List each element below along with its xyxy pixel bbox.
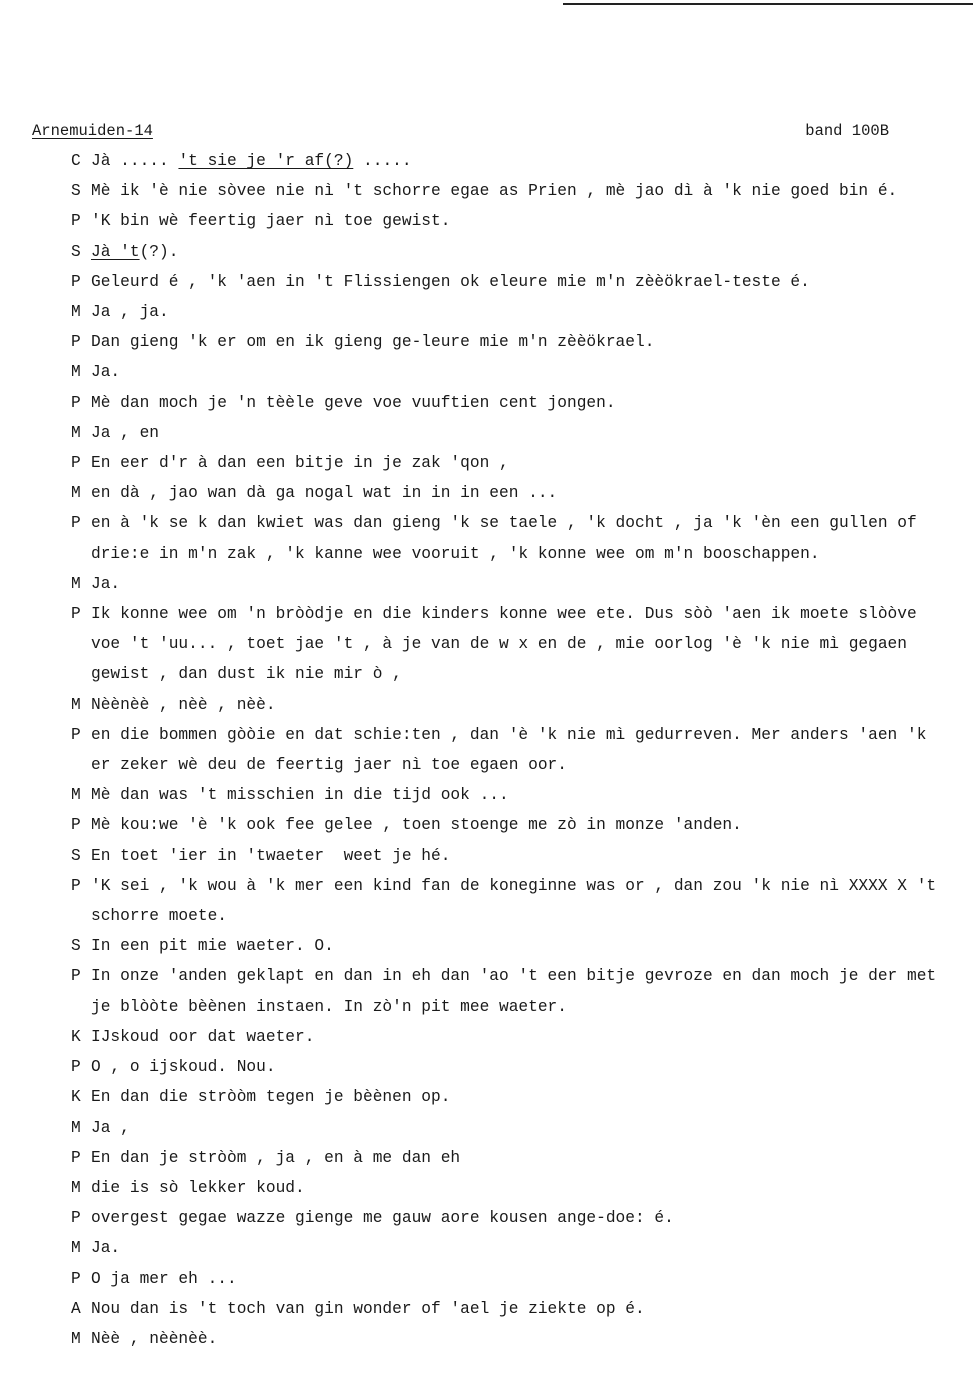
transcript-turn (71, 267, 951, 297)
transcript-turn (71, 1294, 951, 1324)
transcript-turn (71, 1324, 951, 1354)
transcript-turn (71, 961, 951, 1021)
speaker-label: S (71, 846, 81, 865)
utterance (91, 871, 951, 931)
transcript-turn (71, 357, 951, 387)
utterance-segment: 'K bin wè feertig jaer nì toe gewist. (91, 212, 451, 231)
transcript-turn (71, 1173, 951, 1203)
transcript-turn (71, 327, 951, 357)
utterance (91, 508, 951, 568)
document-id: Arnemuiden-14 (32, 122, 153, 140)
speaker-label: M (71, 423, 81, 442)
transcript-turn (71, 1233, 951, 1263)
utterance-segment: en dà , jao wan dà ga nogal wat in in in een ... (91, 484, 558, 503)
utterance (91, 961, 951, 1021)
utterance-segment: In een pit mie waeter. O. (91, 937, 334, 956)
transcript-turn (71, 237, 951, 267)
speaker-label: M (71, 1239, 81, 1258)
speaker-label: P (71, 1209, 81, 1228)
utterance-segment: En toet 'ier in 'twaeter weet je hé. (91, 846, 451, 865)
transcript-turn (71, 1264, 951, 1294)
utterance-segment: IJskoud oor dat waeter. (91, 1027, 315, 1046)
utterance-segment: en die bommen gòòie en dat schie:ten , dan 'è 'k nie mì gedurreven. Mer anders 'aen 'k er zeker wè deu de feertig jaer nì toe egaen oor. (91, 725, 937, 775)
utterance-segment: Ja. (91, 363, 121, 382)
speaker-label: P (71, 1269, 81, 1288)
transcript-turn (71, 1203, 951, 1233)
speaker-label: A (71, 1299, 81, 1318)
transcript-turn (71, 599, 951, 690)
utterance (91, 569, 951, 599)
utterance-segment: Mè kou:we 'è 'k ook fee gelee , toen stoenge me zò in monze 'anden. (91, 816, 742, 835)
utterance (91, 297, 951, 327)
speaker-label: M (71, 1118, 81, 1137)
speaker-label: K (71, 1027, 81, 1046)
transcript-turn (71, 1052, 951, 1082)
utterance-segment: en à 'k se k dan kwiet was dan gieng 'k se taele , 'k docht , ja 'k 'èn een gullen of drie:e in m'n zak , 'k kanne wee vooruit , 'k konne wee om m'n booschappen. (91, 514, 927, 563)
transcript-turn (71, 871, 951, 931)
utterance-segment: Ja. (91, 1239, 121, 1258)
underlined-segment: 't sie je 'r af(?) (178, 152, 354, 170)
utterance (91, 1113, 951, 1143)
utterance-segment: die is sò lekker koud. (91, 1178, 305, 1197)
band-label: band 100B (805, 122, 889, 140)
transcript-turn (71, 690, 951, 720)
speaker-label: P (71, 967, 81, 986)
transcript-turn (71, 569, 951, 599)
utterance-segment: En dan die stròòm tegen je bèènen op. (91, 1088, 451, 1107)
transcript-turn (71, 780, 951, 810)
utterance (91, 841, 951, 871)
utterance (91, 388, 951, 418)
utterance (91, 1264, 951, 1294)
page-header (32, 122, 889, 140)
utterance (91, 1173, 951, 1203)
utterance (91, 418, 951, 448)
transcript-turn (71, 1113, 951, 1143)
transcript-turn (71, 418, 951, 448)
transcript-turn (71, 1143, 951, 1173)
speaker-label: S (71, 937, 81, 956)
utterance (91, 1233, 951, 1263)
utterance-segment: Ik konne wee om 'n bròòdje en die kinders konne wee ete. Dus sòò 'aen ik moete slòòve voe 't 'uu... , toet jae 't , à je van de w x en de , mie oorlog 'è 'k nie mì gegaen gewist , dan dust ik nie mir ò , (91, 605, 927, 684)
utterance (91, 810, 951, 840)
utterance-segment: 'K sei , 'k wou à 'k mer een kind fan de koneginne was or , dan zou 'k nie nì XXXX X 't schorre moete. (91, 876, 946, 926)
utterance-segment: ..... (353, 152, 412, 170)
transcript-turn (71, 931, 951, 961)
speaker-label: M (71, 484, 81, 503)
speaker-label: P (71, 605, 81, 624)
speaker-label: P (71, 816, 81, 835)
speaker-label: M (71, 363, 81, 382)
speaker-label: M (71, 1178, 81, 1197)
utterance-segment: Mè dan was 't misschien in die tijd ook ... (91, 786, 509, 805)
transcript-turn (71, 841, 951, 871)
utterance-segment: Ja , en (91, 423, 159, 442)
speaker-label: P (71, 333, 81, 352)
transcript-turn (71, 176, 951, 206)
speaker-label: M (71, 695, 81, 714)
utterance-segment: Ja , ja. (91, 303, 169, 322)
top-rule (563, 3, 973, 5)
utterance-segment: Nou dan is 't toch van gin wonder of 'ael je ziekte op é. (91, 1299, 645, 1318)
utterance (91, 176, 951, 206)
utterance-segment: Ja. (91, 574, 121, 593)
transcript-turn (71, 1082, 951, 1112)
speaker-label: K (71, 1088, 81, 1107)
utterance-segment: Mè dan moch je 'n tèèle geve voe vuuftien cent jongen. (91, 393, 616, 412)
speaker-label: P (71, 725, 81, 744)
utterance-segment: O ja mer eh ... (91, 1269, 237, 1288)
utterance-segment: (?). (139, 242, 179, 261)
utterance (91, 1203, 951, 1233)
transcript-turn (71, 448, 951, 478)
utterance (91, 327, 951, 357)
speaker-label: P (71, 393, 81, 412)
utterance (91, 267, 951, 297)
utterance (91, 1143, 951, 1173)
speaker-label: M (71, 1329, 81, 1348)
utterance-segment: Mè ik 'è nie sòvee nie nì 't schorre egae as Prien , mè jao dì à 'k nie goed bin é. (91, 182, 898, 201)
utterance (91, 448, 951, 478)
utterance-segment: Nèè , nèènèè. (91, 1329, 218, 1348)
utterance (91, 357, 951, 387)
transcript-turn (71, 388, 951, 418)
speaker-label: S (71, 242, 81, 261)
utterance-segment: En eer d'r à dan een bitje in je zak 'qon , (91, 454, 509, 473)
speaker-label: M (71, 574, 81, 593)
utterance (91, 1022, 951, 1052)
utterance (91, 690, 951, 720)
utterance-segment: Geleurd é , 'k 'aen in 't Flissiengen ok eleure mie m'n zèèökrael-teste é. (91, 272, 810, 291)
utterance (91, 206, 951, 236)
speaker-label: S (71, 182, 81, 201)
utterance-segment: Nèènèè , nèè , nèè. (91, 695, 276, 714)
transcript-turn (71, 720, 951, 780)
utterance-segment: En dan je stròòm , ja , en à me dan eh (91, 1148, 461, 1167)
utterance-segment: Dan gieng 'k er om en ik gieng ge-leure mie m'n zèèökrael. (91, 333, 655, 352)
utterance (91, 599, 951, 690)
speaker-label: M (71, 786, 81, 805)
utterance-segment: O , o ijskoud. Nou. (91, 1058, 276, 1077)
transcript-turn (71, 478, 951, 508)
utterance (91, 146, 951, 176)
utterance (91, 478, 951, 508)
speaker-label: C (71, 152, 81, 170)
speaker-label: P (71, 514, 81, 533)
utterance-segment: In onze 'anden geklapt en dan in eh dan 'ao 't een bitje gevroze en dan moch je der met je blòòte bèènen instaen. In zò'n pit mee waeter. (91, 967, 946, 1016)
underlined-segment: Jà 't (91, 242, 140, 261)
utterance-segment: overgest gegae wazze gienge me gauw aore kousen ange-doe: é. (91, 1209, 674, 1228)
transcript-turn (71, 810, 951, 840)
transcript (71, 146, 951, 1354)
utterance (91, 237, 951, 267)
utterance (91, 1052, 951, 1082)
transcript-turn (71, 297, 951, 327)
utterance-segment: Ja , (91, 1118, 130, 1137)
speaker-label: P (71, 454, 81, 473)
speaker-label: P (71, 1148, 81, 1167)
utterance (91, 1294, 951, 1324)
utterance (91, 780, 951, 810)
utterance (91, 931, 951, 961)
utterance (91, 1082, 951, 1112)
transcript-turn (71, 1022, 951, 1052)
utterance-segment: Jà ..... (91, 152, 179, 170)
speaker-label: P (71, 876, 81, 895)
speaker-label: P (71, 272, 81, 291)
transcript-turn (71, 206, 951, 236)
utterance (91, 1324, 951, 1354)
transcript-turn (71, 146, 951, 176)
utterance (91, 720, 951, 780)
speaker-label: M (71, 303, 81, 322)
transcript-turn (71, 508, 951, 568)
speaker-label: P (71, 212, 81, 231)
speaker-label: P (71, 1058, 81, 1077)
